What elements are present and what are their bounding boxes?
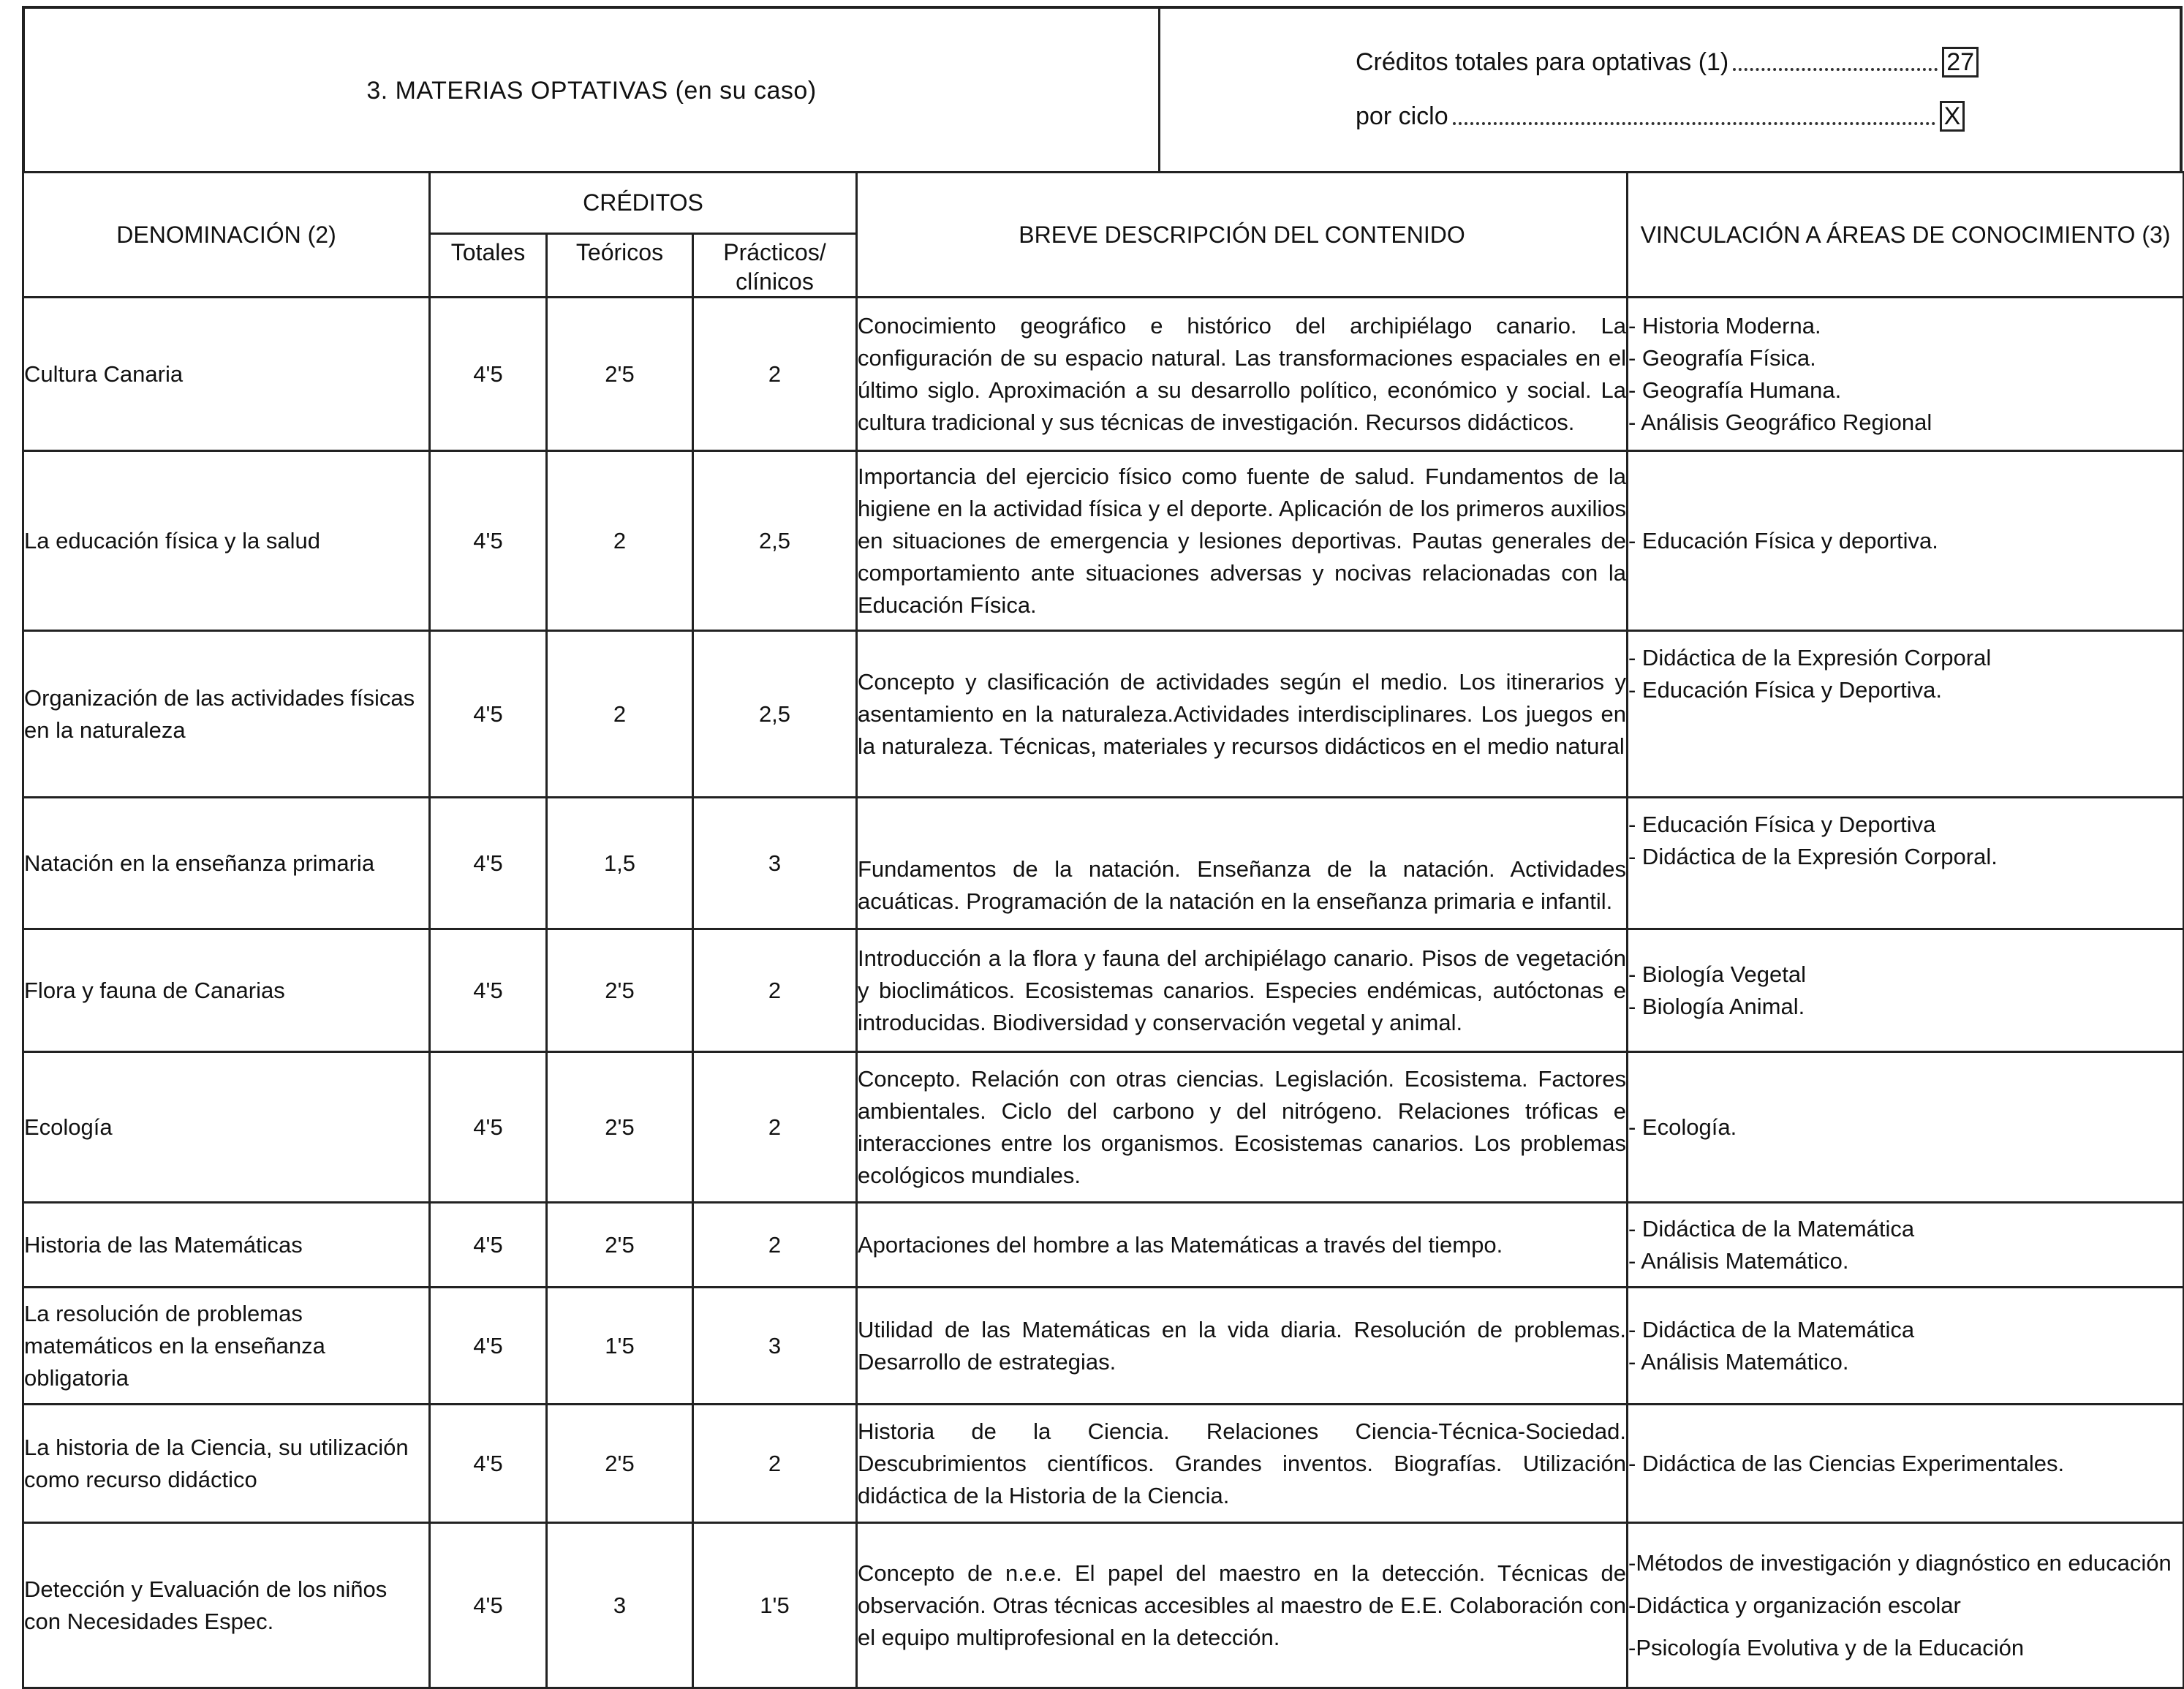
dot-leader (1453, 122, 1935, 125)
credits-practical: 3 (693, 798, 857, 929)
credits-theory: 2 (547, 631, 693, 798)
subject-areas (1628, 1288, 2184, 1405)
credits-totals: 4'5 (430, 1523, 547, 1688)
credits-theory: 1,5 (547, 798, 693, 929)
area-item: - Análisis Geográfico Regional (1628, 409, 1932, 435)
section-title: 3. MATERIAS OPTATIVAS (en su caso) (366, 76, 817, 105)
credits-totals: 4'5 (430, 929, 547, 1052)
col-header-practical-line1: Prácticos/ (723, 239, 826, 265)
table-row (23, 1203, 2184, 1288)
area-item: - Geografía Física. (1628, 344, 1816, 371)
col-header-practical-line2: clínicos (736, 268, 814, 295)
credits-practical: 2 (693, 929, 857, 1052)
table-row (23, 929, 2184, 1052)
credits-totals: 4'5 (430, 298, 547, 451)
credits-totals: 4'5 (430, 798, 547, 929)
credits-totals: 4'5 (430, 451, 547, 631)
area-item: - Biología Vegetal (1628, 961, 1807, 987)
area-item: -Didáctica y organización escolar (1628, 1592, 1961, 1618)
subject-description: Concepto y clasificación de actividades según el medio. Los itinerarios y asentamiento en la naturaleza.Actividades interdisciplinares. Los juegos en la naturaleza. Técnicas, materiales y recursos didácticos en el medio natural (857, 631, 1628, 798)
subject-name: Detección y Evaluación de los niños con Necesidades Espec. (23, 1523, 430, 1688)
subject-description: Importancia del ejercicio físico como fuente de salud. Fundamentos de la higiene en la actividad física y el deporte. Aplicación de los primeros auxilios en situaciones de emergencia y lesiones deportivas. Pautas generales de comportamiento ante situaciones adversas y nocivas relacionadas con la Educación Física. (857, 451, 1628, 631)
area-item: - Didáctica de la Expresión Corporal (1628, 645, 1992, 670)
area-item: -Psicología Evolutiva y de la Educación (1628, 1634, 2025, 1660)
col-header-areas: VINCULACIÓN A ÁREAS DE CONOCIMIENTO (3) (1628, 173, 2184, 298)
area-item: - Didáctica de la Matemática (1628, 1215, 1915, 1242)
col-header-theory: Teóricos (547, 234, 693, 298)
subject-name: Natación en la enseñanza primaria (23, 798, 430, 929)
table-row (23, 631, 2184, 798)
credits-practical: 1'5 (693, 1523, 857, 1688)
credits-practical: 2 (693, 1052, 857, 1203)
credits-practical: 2,5 (693, 451, 857, 631)
col-header-denomination: DENOMINACIÓN (2) (23, 173, 430, 298)
subject-description: Utilidad de las Matemáticas en la vida diaria. Resolución de problemas. Desarrollo de estrategias. (857, 1288, 1628, 1405)
subject-areas (1628, 929, 2184, 1052)
area-item: -Métodos de investigación y diagnóstico en educación (1628, 1549, 2172, 1576)
area-item: - Análisis Matemático. (1628, 1348, 1849, 1375)
credits-practical: 2 (693, 1203, 857, 1288)
subject-description: Conocimiento geográfico e histórico del archipiélago canario. La configuración de su espacio natural. Las transformaciones espaciales en el último siglo. Aproximación a su desarrollo político, económico y social. La cultura tradicional y sus técnicas de investigación. Recursos didácticos. (857, 298, 1628, 451)
per-cycle-value: X (1940, 101, 1965, 132)
credits-theory: 2'5 (547, 1052, 693, 1203)
total-credits-label: Créditos totales para optativas (1) (1356, 48, 1729, 76)
area-item: - Didáctica de las Ciencias Experimentales. (1628, 1450, 2065, 1476)
subjects-table (22, 171, 2184, 1689)
subject-name: La historia de la Ciencia, su utilización como recurso didáctico (23, 1405, 430, 1523)
col-header-totals: Totales (430, 234, 547, 298)
area-item: - Educación Física y Deportiva. (1628, 677, 1943, 703)
subject-name: Flora y fauna de Canarias (23, 929, 430, 1052)
per-cycle-label: por ciclo (1356, 102, 1448, 130)
subject-name: Cultura Canaria (23, 298, 430, 451)
table-row (23, 1288, 2184, 1405)
col-header-practical (693, 234, 857, 298)
subject-name: Ecología (23, 1052, 430, 1203)
subject-description: Aportaciones del hombre a las Matemáticas a través del tiempo. (857, 1203, 1628, 1288)
subject-description: Historia de la Ciencia. Relaciones Ciencia-Técnica-Sociedad. Descubrimientos científicos. Grandes inventos. Biografías. Utilización didáctica de la Historia de la Ciencia. (857, 1405, 1628, 1523)
credits-theory: 2'5 (547, 298, 693, 451)
subject-description: Introducción a la flora y fauna del archipiélago canario. Pisos de vegetación y bioclimáticos. Ecosistemas canarios. Especies endémicas, autóctonas e introducidas. Biodiversidad y conservación vegetal y animal. (857, 929, 1628, 1052)
credits-totals: 4'5 (430, 1288, 547, 1405)
col-header-credits: CRÉDITOS (430, 173, 857, 234)
subject-description: Fundamentos de la natación. Enseñanza de la natación. Actividades acuáticas. Programación de la natación en la enseñanza primaria e infantil. (857, 798, 1628, 929)
credits-totals: 4'5 (430, 1405, 547, 1523)
subject-description: Concepto de n.e.e. El papel del maestro en la detección. Técnicas de observación. Otras técnicas accesibles al maestro de E.E. Colaboración con el equipo multiprofesional en la detección. (857, 1523, 1628, 1688)
table-row (23, 1523, 2184, 1688)
subject-areas (1628, 1052, 2184, 1203)
table-row (23, 1052, 2184, 1203)
table-row (23, 298, 2184, 451)
credits-practical: 3 (693, 1288, 857, 1405)
subject-name: La educación física y la salud (23, 451, 430, 631)
credits-totals: 4'5 (430, 1203, 547, 1288)
area-item: - Geografía Humana. (1628, 377, 1842, 403)
area-item: - Biología Animal. (1628, 993, 1805, 1019)
subject-areas (1628, 298, 2184, 451)
subject-name: Organización de las actividades físicas en la naturaleza (23, 631, 430, 798)
area-item: - Análisis Matemático. (1628, 1247, 1849, 1274)
subject-description: Concepto. Relación con otras ciencias. Legislación. Ecosistema. Factores ambientales. Ciclo del carbono y del nitrógeno. Relaciones tróficas e interacciones entre los organismos. Ecosistemas canarios. Los problemas ecológicos mundiales. (857, 1052, 1628, 1203)
header-divider (1158, 9, 1160, 173)
subject-areas (1628, 451, 2184, 631)
subject-name: La resolución de problemas matemáticos en la enseñanza obligatoria (23, 1288, 430, 1405)
table-row (23, 1405, 2184, 1523)
subject-areas (1628, 1523, 2184, 1688)
credits-theory: 3 (547, 1523, 693, 1688)
dot-leader (1733, 68, 1938, 71)
area-item: - Didáctica de la Expresión Corporal. (1628, 844, 1998, 869)
credits-totals: 4'5 (430, 631, 547, 798)
subject-areas (1628, 631, 2184, 798)
col-header-description: BREVE DESCRIPCIÓN DEL CONTENIDO (857, 173, 1628, 298)
area-item: - Didáctica de la Matemática (1628, 1316, 1915, 1342)
table-row (23, 798, 2184, 929)
subject-areas (1628, 1203, 2184, 1288)
area-item: - Educación Física y deportiva. (1628, 527, 1938, 553)
subject-areas (1628, 798, 2184, 929)
credits-theory: 2'5 (547, 1203, 693, 1288)
header-block (22, 6, 2183, 173)
credits-practical: 2 (693, 298, 857, 451)
total-credits-line (1356, 47, 1979, 78)
credits-theory: 2'5 (547, 1405, 693, 1523)
credits-practical: 2 (693, 1405, 857, 1523)
area-item: - Ecología. (1628, 1114, 1737, 1140)
total-credits-value: 27 (1942, 47, 1979, 78)
area-item: - Educación Física y Deportiva (1628, 812, 1936, 837)
credits-totals: 4'5 (430, 1052, 547, 1203)
table-row (23, 451, 2184, 631)
subject-areas (1628, 1405, 2184, 1523)
area-item: - Historia Moderna. (1628, 312, 1821, 339)
credits-theory: 1'5 (547, 1288, 693, 1405)
credits-theory: 2 (547, 451, 693, 631)
subject-name: Historia de las Matemáticas (23, 1203, 430, 1288)
per-cycle-line (1356, 101, 1965, 132)
credits-practical: 2,5 (693, 631, 857, 798)
credits-theory: 2'5 (547, 929, 693, 1052)
